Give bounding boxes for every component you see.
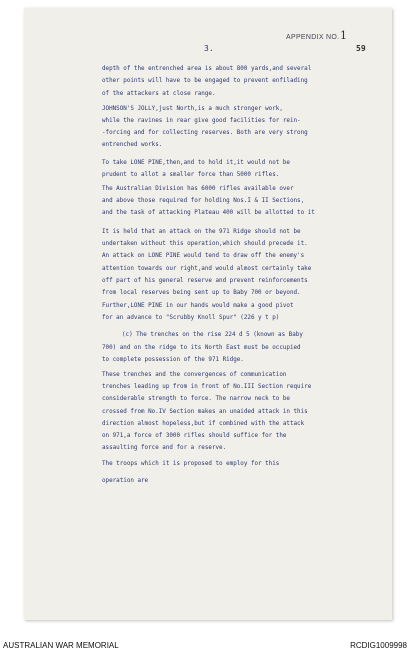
body-line: other points will have to be engaged to prevent enfilading	[102, 78, 308, 84]
document-page	[24, 8, 392, 620]
body-line: trenches leading up from in front of No.III Section require	[102, 384, 312, 390]
body-line: It is held that an attack on the 971 Ridge should not be	[102, 229, 301, 235]
record-id: RCDIG1009998	[350, 641, 407, 650]
body-line: and above those required for holding Nos.I & II Sections,	[102, 198, 305, 204]
body-line: undertaken without this operation,which should precede it.	[102, 241, 308, 247]
body-line: for an advance to "Scrubby Knoll Spur" (226 y t p)	[102, 315, 280, 321]
body-line: of the attackers at close range.	[102, 91, 216, 97]
body-line: The troops which it is proposed to employ for this	[102, 461, 280, 467]
body-line: assaulting force and for a reserve.	[102, 445, 227, 451]
body-line: depth of the entrenched area is about 800 yards,and several	[102, 66, 312, 72]
page-number: 3.	[204, 44, 214, 53]
body-line: An attack on LONE PINE would tend to draw off the enemy's	[102, 253, 305, 259]
body-line: to complete possession of the 971 Ridge.	[102, 357, 244, 363]
body-line: from local reserves being sent up to Baby 700 or beyond.	[102, 290, 301, 296]
body-line: crossed from No.IV Section makes an unaided attack in this	[102, 409, 308, 415]
appendix-number: 1	[340, 29, 347, 42]
body-line: The Australian Division has 6000 rifles available over	[102, 186, 294, 192]
body-line: considerable strength to force. The narrow neck to be	[102, 396, 290, 402]
folio-number: 59	[356, 44, 366, 53]
body-line: on 971,a force of 3000 rifles should suffice for the	[102, 433, 287, 439]
appendix-label: APPENDIX NO.	[286, 34, 340, 41]
body-line: while the ravines in rear give good facilities for rein-	[102, 118, 301, 124]
body-line: To take LONE PINE,then,and to hold it,it would not be	[102, 160, 290, 166]
body-line: Further,LONE PINE in our hands would make a good pivot	[102, 303, 294, 309]
body-line: prudent to allot a smaller force than 5000 rifles.	[102, 172, 280, 178]
body-line: direction almost hopeless,but if combined with the attack	[102, 421, 305, 427]
body-line: and the task of attacking Plateau 400 will be allotted to it	[102, 210, 315, 216]
body-line: 700) and on the ridge to its North East must be occupied	[102, 345, 301, 351]
body-line: operation are	[102, 478, 149, 484]
body-line: off part of his general reserve and prevent reinforcements	[102, 278, 308, 284]
body-line: JOHNSON'S JOLLY,just North,is a much stronger work,	[102, 106, 283, 112]
body-line: These trenches and the convergences of communication	[102, 372, 287, 378]
body-line: attention towards our right,and would almost certainly take	[102, 266, 312, 272]
archive-credit: AUSTRALIAN WAR MEMORIAL	[3, 641, 119, 650]
body-line: (c) The trenches on the rise 224 d 5 (known as Baby	[122, 332, 303, 338]
body-line: entrenched works.	[102, 142, 163, 148]
body-line: -forcing and for collecting reserves. Both are very strong	[102, 130, 308, 136]
